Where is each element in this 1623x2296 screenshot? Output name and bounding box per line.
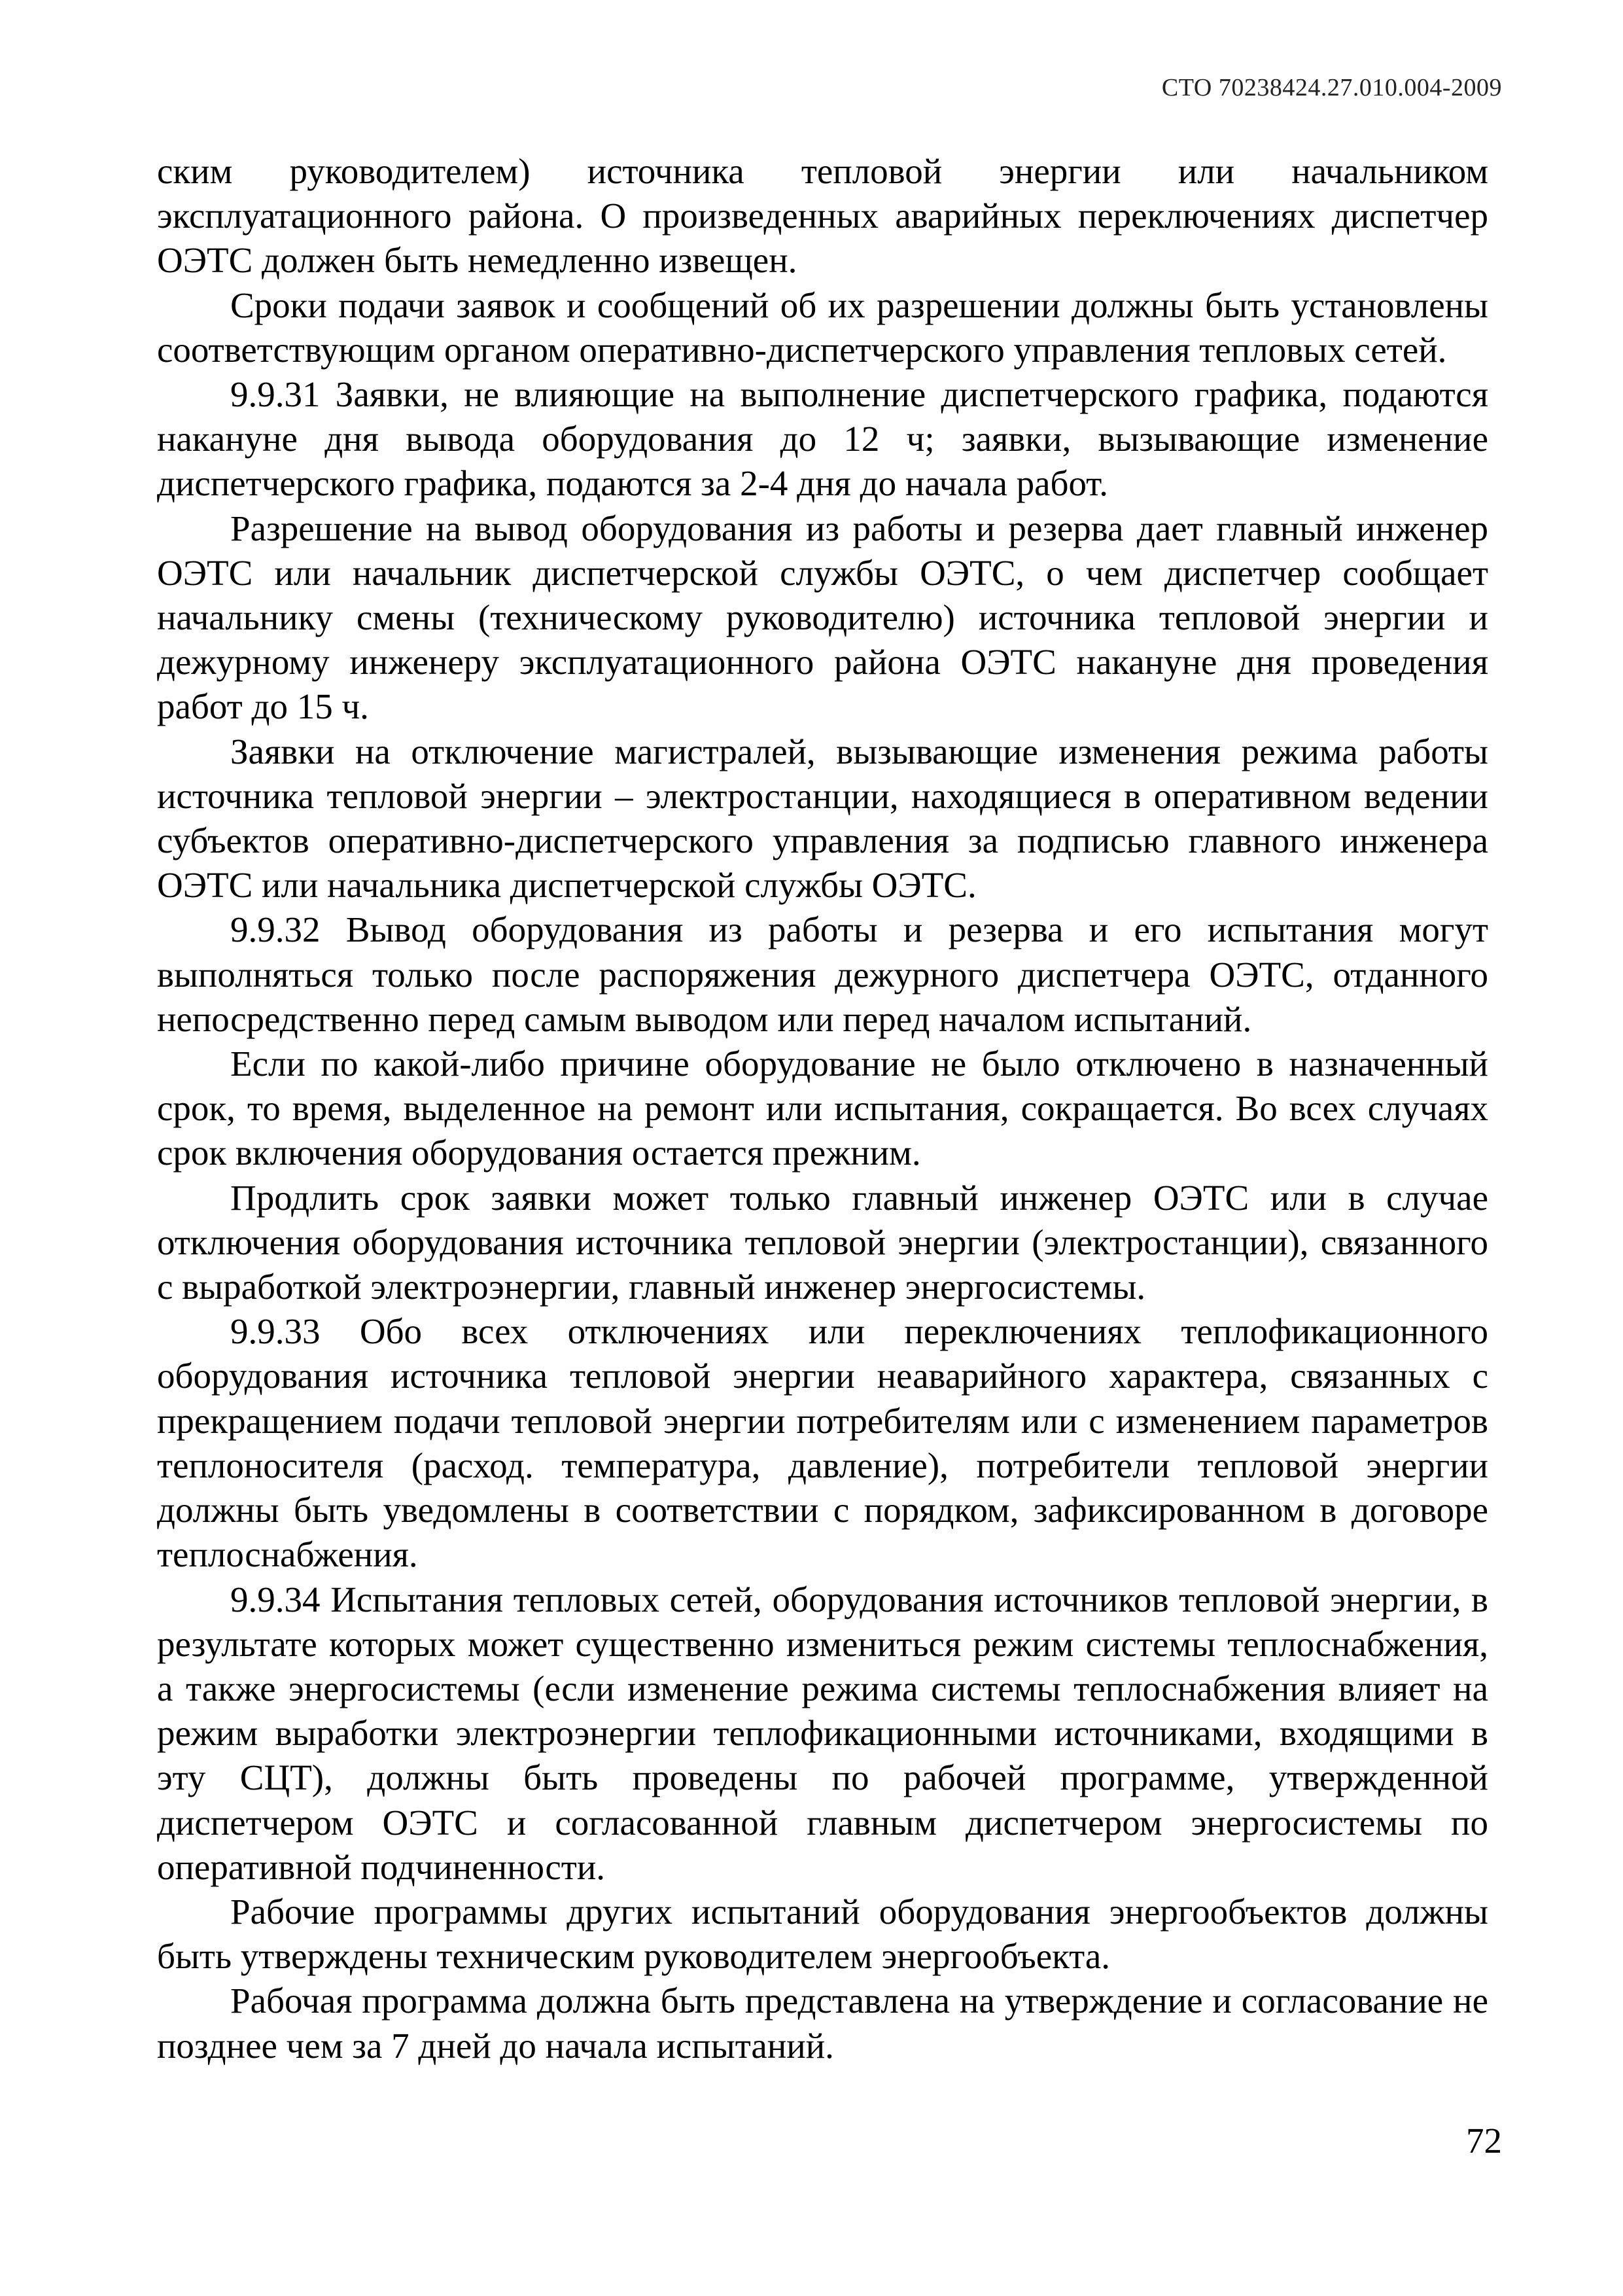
paragraph: Разрешение на вывод оборудования из работы и резерва дает главный инженер ОЭТС или начальник диспетчерской службы ОЭТС, о чем диспетчер сообщает начальнику смены (техническому руководителю) источника тепловой энергии и дежурному инженеру эксплуатационного района ОЭТС накануне дня проведения работ до 15 ч. <box>157 508 1488 727</box>
paragraph: Заявки на отключение магистралей, вызывающие изменения режима работы источника тепловой энергии – электростанции, находящиеся в оперативном ведении субъектов оперативно-диспетчерского управления за подписью главного инженера ОЭТС или начальника диспетчерской службы ОЭТС. <box>157 731 1488 906</box>
paragraph: Продлить срок заявки может только главный инженер ОЭТС или в случае отключения оборудования источника тепловой энергии (электростанции), связанного с выработкой электроэнергии, главный инженер энергосистемы. <box>157 1177 1488 1307</box>
paragraph-clause-9-9-32: 9.9.32 Вывод оборудования из работы и резерва и его испытания могут выполняться только после распоряжения дежурного диспетчера ОЭТС, отданного непосредственно перед самым выводом или перед началом испытаний. <box>157 910 1488 1039</box>
paragraph: Сроки подачи заявок и сообщений об их разрешении должны быть установлены соответствующим органом оперативно-диспетчерского управления тепловых сетей. <box>157 285 1488 370</box>
paragraph-clause-9-9-33: 9.9.33 Обо всех отключениях или переключениях теплофикационного оборудования источника тепловой энергии неаварийного характера, связанных с прекращением подачи тепловой энергии потребителям или с изменением параметров теплоносителя (расход. температура, давление), потребители тепловой энергии должны быть уведомлены в соответствии с порядком, зафиксированном в договоре теплоснабжения. <box>157 1311 1488 1575</box>
paragraph-clause-9-9-31: 9.9.31 Заявки, не влияющие на выполнение диспетчерского графика, подаются накануне дня вывода оборудования до 12 ч; заявки, вызывающие изменение диспетчерского графика, подаются за 2-4 дня до начала работ. <box>157 374 1488 504</box>
paragraph: Рабочие программы других испытаний оборудования энергообъектов должны быть утверждены техническим руководителем энергообъекта. <box>157 1891 1488 1977</box>
paragraph-clause-9-9-34: 9.9.34 Испытания тепловых сетей, оборудования источников тепловой энергии, в результате которых может существенно измениться режим системы теплоснабжения, а также энергосистемы (если изменение режима системы теплоснабжения влияет на режим выработки электроэнергии теплофикационными источниками, входящими в эту СЦТ), должны быть проведены по рабочей программе, утвержденной диспетчером ОЭТС и согласованной главным диспетчером энергосистемы по оперативной подчиненности. <box>157 1579 1488 1887</box>
paragraph: Рабочая программа должна быть представлена на утверждение и согласование не позднее чем за 7 дней до начала испытаний. <box>157 1981 1488 2066</box>
page-number: 72 <box>1466 2121 1502 2161</box>
document-body <box>157 149 1488 2068</box>
document-code: СТО 70238424.27.010.004-2009 <box>1161 74 1502 101</box>
paragraph-continuation: ским руководителем) источника тепловой энергии или начальником эксплуатационного района. О произведенных аварийных переключениях диспетчер ОЭТС должен быть немедленно извещен. <box>157 151 1488 281</box>
paragraph: Если по какой-либо причине оборудование не было отключено в назначенный срок, то время, выделенное на ремонт или испытания, сокращается. Во всех случаях срок включения оборудования остается прежним. <box>157 1044 1488 1173</box>
